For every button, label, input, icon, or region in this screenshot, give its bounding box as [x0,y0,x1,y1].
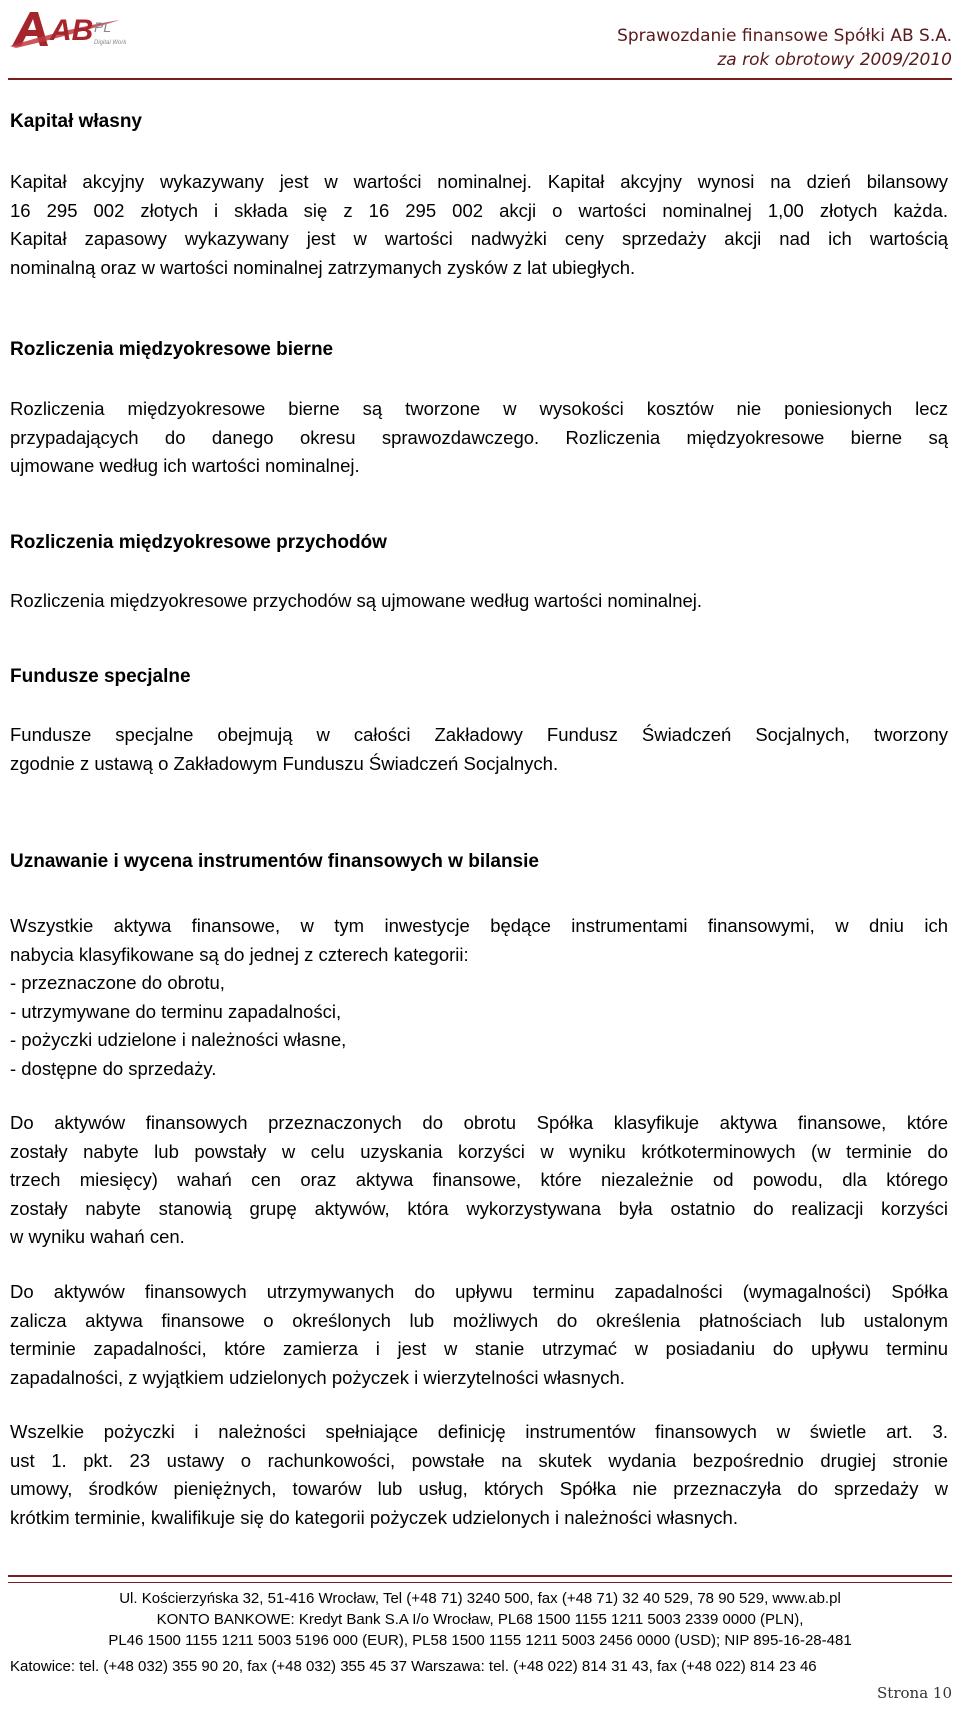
paragraph [10,168,948,282]
footer-bank-account: KONTO BANKOWE: Kredyt Bank S.A I/o Wrocław, PL68 1500 1155 1211 5003 2339 0000 (PLN), [156,1611,804,1628]
list-item: - pożyczki udzielone i należności własne, [10,1029,347,1050]
text-line: Rozliczenia międzyokresowe bierne są tworzone w wysokości kosztów nie poniesionych lecz [10,398,948,419]
text-line: terminie zapadalności, które zamierza i jest w stanie utrzymać w posiadaniu do upływu terminu [10,1338,948,1359]
list-item: - utrzymywane do terminu zapadalności, [10,1000,342,1022]
text-line: Wszelkie pożyczki i należności spełniające definicję instrumentów finansowych w świetle art. 3. [10,1421,948,1442]
text-line: ust 1. pkt. 23 ustawy o rachunkowości, powstałe na skutek wydania bezpośrednio drugiej stronie [10,1449,948,1471]
footer-address: Ul. Kościerzyńska 32, 51-416 Wrocław, Tel (+48 71) 3240 500, fax (+48 71) 32 40 529, 78 90 529, www.ab.pl [119,1590,841,1607]
logo-tagline: Digital World [94,40,126,46]
text-line: Rozliczenia międzyokresowe przychodów są ujmowane według wartości nominalnej. [10,590,703,611]
text-line: zostały nabyte lub powstały w celu uzyskania korzyści w wyniku krótkoterminowych (w terminie do [10,1140,948,1162]
text-line: przypadających do danego okresu sprawozdawczego. Rozliczenia międzyokresowe bierne są [10,426,948,448]
logo-suffix: PL [94,19,112,35]
text-line: umowy, środków pieniężnych, towarów lub usług, których Spółka nie przeznaczyła do sprzedaży w [10,1478,948,1499]
section-heading: Fundusze specjalne [10,666,191,687]
paragraph [10,912,948,1083]
text-line: 16 295 002 złotych i składa się z 16 295 002 akcji o wartości nominalnej 1,00 złotych każda. [10,199,948,221]
text-line: ujmowane według ich wartości nominalnej. [10,455,360,476]
list-item: - dostępne do sprzedaży. [10,1057,217,1079]
report-title-line1: Sprawozdanie finansowe Spółki AB S.A. [617,26,952,46]
company-logo [8,6,126,48]
logo-text: AB [50,14,94,47]
header-rule [8,78,952,80]
text-line: zapadalności, z wyjątkiem udzielonych pożyczek i wierzytelności własnych. [10,1366,625,1388]
text-line: Do aktywów finansowych utrzymywanych do upływu terminu zapadalności (wymagalności) Spółka [10,1281,948,1302]
paragraph [10,587,948,616]
text-line: Fundusze specjalne obejmują w całości Zakładowy Fundusz Świadczeń Socjalnych, tworzony [10,724,948,745]
text-line: Kapitał zapasowy wykazywany jest w wartości nadwyżki ceny sprzedaży akcji nad ich wartością [10,228,948,249]
report-title-line2: za rok obrotowy 2009/2010 [717,50,952,70]
paragraph [10,1418,948,1532]
section-heading: Rozliczenia międzyokresowe przychodów [10,532,387,553]
paragraph [10,395,948,481]
footer-branch-contacts: Katowice: tel. (+48 032) 355 90 20, fax (+48 032) 355 45 37 Warszawa: tel. (+48 022) 814 31 43, fax (+48 022) 814 23 46 [10,1658,817,1675]
text-line: nabycia klasyfikowane są do jednej z czterech kategorii: [10,943,469,965]
text-line: Kapitał akcyjny wykazywany jest w wartości nominalnej. Kapitał akcyjny wynosi na dzień bilansowy [10,171,948,192]
text-line: Wszystkie aktywa finansowe, w tym inwestycje będące instrumentami finansowymi, w dniu ich [10,915,948,936]
list-item: - przeznaczone do obrotu, [10,972,225,993]
text-line: zgodnie z ustawą o Zakładowym Funduszu Świadczeń Socjalnych. [10,752,559,774]
section-heading: Uznawanie i wycena instrumentów finansowych w bilansie [10,851,539,872]
footer-rule [8,1575,952,1583]
section-heading: Rozliczenia międzyokresowe bierne [10,339,334,360]
footer-bank-account-continued: PL46 1500 1155 1211 5003 5196 000 (EUR), PL58 1500 1155 1211 5003 2456 0000 (USD); NIP 895-16-28-481 [108,1632,852,1649]
text-line: krótkim terminie, kwalifikuje się do kategorii pożyczek udzielonych i należności własnych. [10,1506,738,1528]
page-number: Strona 10 [877,1684,952,1702]
text-line: trzech miesięcy) wahań cen oraz aktywa finansowe, które niezależnie od powodu, dla którego [10,1169,948,1190]
paragraph [10,1278,948,1392]
report-title [617,24,952,72]
text-line: nominalną oraz w wartości nominalnej zatrzymanych zysków z lat ubiegłych. [10,256,636,278]
section-heading: Kapitał własny [10,111,142,132]
paragraph [10,1109,948,1252]
text-line: zostały nabyte stanowią grupę aktywów, która wykorzystywana była ostatnio do realizacji korzyści [10,1197,948,1219]
paragraph [10,721,948,778]
page-header [0,0,960,80]
text-line: w wyniku wahań cen. [10,1226,185,1247]
text-line: Do aktywów finansowych przeznaczonych do obrotu Spółka klasyfikuje aktywa finansowe, które [10,1112,948,1133]
text-line: zalicza aktywa finansowe o określonych lub możliwych do określenia płatnościach lub ustalonym [10,1309,948,1331]
